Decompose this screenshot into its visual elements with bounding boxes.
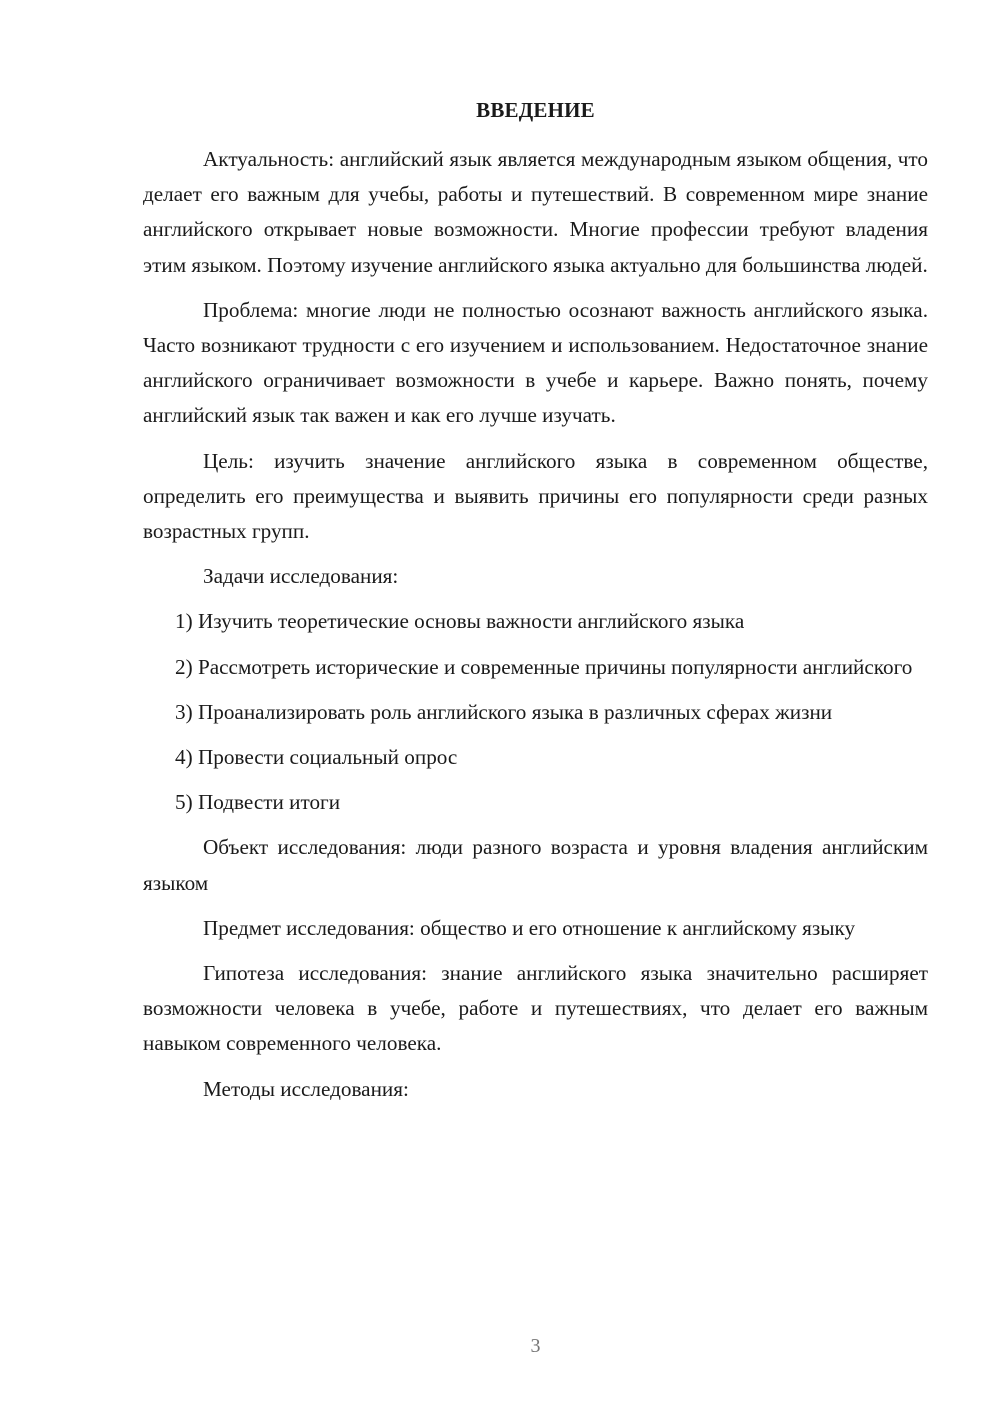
task-item: 2) Рассмотреть исторические и современные причины популярности английского xyxy=(175,654,913,679)
task-item: 4) Провести социальный опрос xyxy=(175,745,458,770)
methods-heading: Методы исследования: xyxy=(203,1076,409,1101)
object-paragraph: Объект исследования: люди разного возраста и уровня владения английским языком xyxy=(143,835,928,895)
task-item: 5) Подвести итоги xyxy=(175,790,341,815)
document-page xyxy=(143,0,928,1414)
subject-paragraph: Предмет исследования: общество и его отношение к английскому языку xyxy=(203,915,856,940)
problem-paragraph: Проблема: многие люди не полностью осознают важность английского языка. Часто возникают трудности с его изучением и использованием. Недостаточное знание английского ограничивает возможности в учебе и карьере. Важно понять, почему английский язык так важен и как его лучше изучать. xyxy=(143,297,928,428)
goal-paragraph: Цель: изучить значение английского языка в современном обществе, определить его преимущества и выявить причины его популярности среди разных возрастных групп. xyxy=(143,448,928,544)
task-item: 1) Изучить теоретические основы важности английского языка xyxy=(175,609,745,634)
hypothesis-paragraph: Гипотеза исследования: знание английского языка значительно расширяет возможности человека в учебе, работе и путешествиях, что делает его важным навыком современного человека. xyxy=(143,961,928,1056)
task-item: 3) Проанализировать роль английского языка в различных сферах жизни xyxy=(175,699,833,724)
page-number: 3 xyxy=(530,1335,541,1357)
relevance-paragraph: Актуальность: английский язык является международным языком общения, что делает его важным для учебы, работы и путешествий. В современном мире знание английского открывает новые возможности. Многие профессии требуют владения этим языком. Поэтому изучение английского языка актуально для большинства людей. xyxy=(143,147,928,277)
document-body xyxy=(143,142,928,1117)
tasks-heading: Задачи исследования: xyxy=(203,564,399,589)
section-title: ВВЕДЕНИЕ xyxy=(476,98,595,122)
